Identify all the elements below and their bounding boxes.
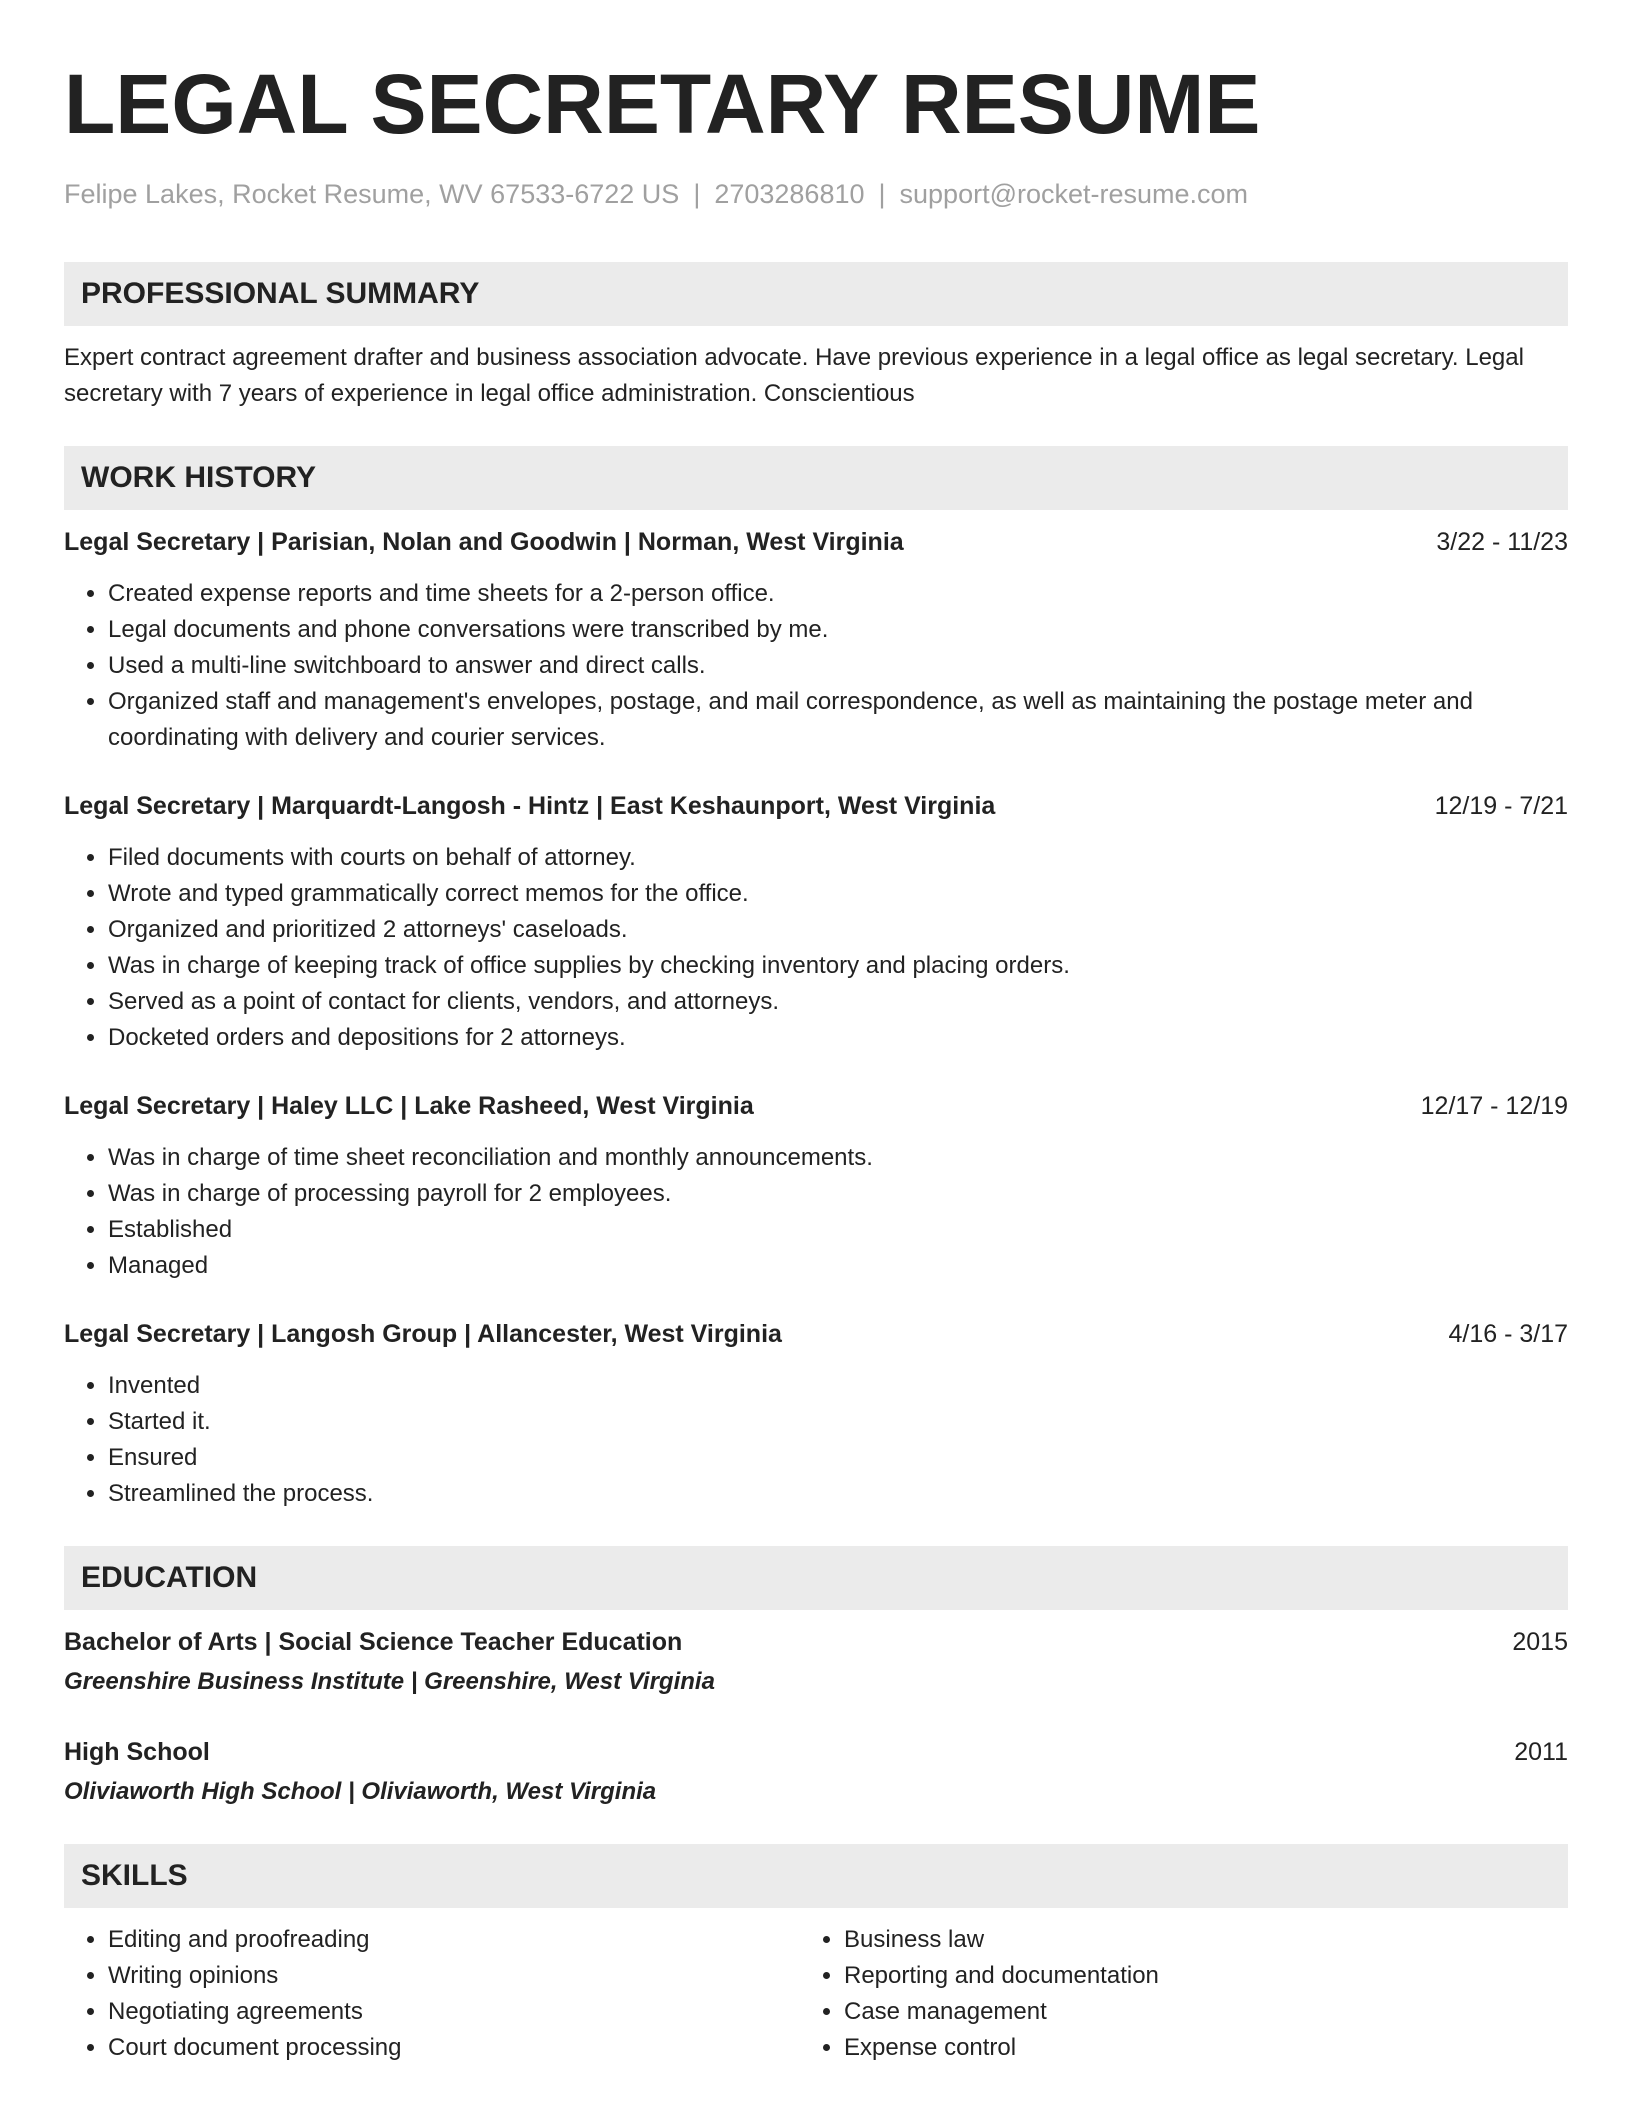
education-entry: [64, 1734, 1568, 1810]
job-title: Legal Secretary | Haley LLC | Lake Rasheed, West Virginia: [64, 1092, 754, 1120]
job-bullet: • Legal documents and phone conversations were transcribed by me.: [108, 612, 1568, 648]
skill-item: • Editing and proofreading: [108, 1922, 800, 1958]
contact-separator: |: [693, 179, 701, 209]
job-entry: [64, 1316, 1568, 1512]
education-header: [64, 1624, 1568, 1660]
job-bullet: • Invented: [108, 1368, 1568, 1404]
education-degree: High School: [64, 1738, 210, 1766]
job-bullet: • Established: [108, 1212, 1568, 1248]
section-heading-skills: SKILLS: [64, 1844, 1568, 1908]
job-bullet: • Served as a point of contact for clients, vendors, and attorneys.: [108, 984, 1568, 1020]
job-bullet: • Started it.: [108, 1404, 1568, 1440]
education-header: [64, 1734, 1568, 1770]
job-title: Legal Secretary | Marquardt-Langosh - Hintz | East Keshaunport, West Virginia: [64, 792, 996, 820]
job-bullet: • Wrote and typed grammatically correct memos for the office.: [108, 876, 1568, 912]
section-heading-education: EDUCATION: [64, 1546, 1568, 1610]
job-header: [64, 1316, 1568, 1352]
contact-address: Felipe Lakes, Rocket Resume, WV 67533-6722 US: [64, 179, 680, 209]
contact-separator: |: [878, 179, 886, 209]
education-school: Greenshire Business Institute | Greenshire, West Virginia: [64, 1668, 715, 1695]
job-bullets: [64, 840, 1568, 1056]
education-list: [64, 1624, 1568, 1810]
contact-phone: 2703286810: [714, 179, 865, 209]
job-bullet: • Created expense reports and time sheets for a 2-person office.: [108, 576, 1568, 612]
job-bullets: [64, 1368, 1568, 1512]
skill-item: • Business law: [844, 1922, 1536, 1958]
job-dates: 3/22 - 11/23: [1436, 528, 1568, 556]
resume-title: LEGAL SECRETARY RESUME: [64, 57, 1261, 151]
education-entry: [64, 1624, 1568, 1700]
job-entry: [64, 1088, 1568, 1284]
job-bullet: • Filed documents with courts on behalf of attorney.: [108, 840, 1568, 876]
job-bullets: [64, 576, 1568, 756]
job-header: [64, 524, 1568, 560]
job-dates: 4/16 - 3/17: [1448, 1320, 1568, 1348]
education-school: Oliviaworth High School | Oliviaworth, West Virginia: [64, 1778, 657, 1805]
summary-text: Expert contract agreement drafter and business association advocate. Have previous experience in a legal office as legal secretary. Legal secretary with 7 years of experience in legal office administration. Conscientious: [64, 344, 1524, 407]
section-heading-work-history: WORK HISTORY: [64, 446, 1568, 510]
job-title: Legal Secretary | Langosh Group | Allancester, West Virginia: [64, 1320, 782, 1348]
job-title: Legal Secretary | Parisian, Nolan and Goodwin | Norman, West Virginia: [64, 528, 904, 556]
job-bullet: • Organized and prioritized 2 attorneys' caseloads.: [108, 912, 1568, 948]
education-year: 2011: [1514, 1738, 1568, 1766]
skill-item: • Expense control: [844, 2030, 1536, 2066]
job-dates: 12/19 - 7/21: [1434, 792, 1568, 820]
contact-email: support@rocket-resume.com: [899, 179, 1249, 209]
education-year: 2015: [1512, 1628, 1568, 1656]
skill-item: • Negotiating agreements: [108, 1994, 800, 2030]
job-dates: 12/17 - 12/19: [1420, 1092, 1568, 1120]
job-bullet: • Organized staff and management's envelopes, postage, and mail correspondence, as well as maintaining the postage meter and coordinating with delivery and courier services.: [108, 684, 1568, 756]
job-bullet: • Was in charge of time sheet reconciliation and monthly announcements.: [108, 1140, 1568, 1176]
job-bullet: • Ensured: [108, 1440, 1568, 1476]
job-entry: [64, 788, 1568, 1056]
section-heading-summary: PROFESSIONAL SUMMARY: [64, 262, 1568, 326]
work-history-list: [64, 524, 1568, 1512]
job-bullet: • Docketed orders and depositions for 2 attorneys.: [108, 1020, 1568, 1056]
job-bullet: • Managed: [108, 1248, 1568, 1284]
skills-list-right: [800, 1922, 1536, 2066]
skill-item: • Court document processing: [108, 2030, 800, 2066]
job-header: [64, 1088, 1568, 1124]
job-bullets: [64, 1140, 1568, 1284]
skills-list-left: [64, 1922, 800, 2066]
job-bullet: • Streamlined the process.: [108, 1476, 1568, 1512]
skill-item: • Case management: [844, 1994, 1536, 2030]
job-header: [64, 788, 1568, 824]
skill-item: • Writing opinions: [108, 1958, 800, 1994]
job-bullet: • Was in charge of processing payroll for 2 employees.: [108, 1176, 1568, 1212]
skill-item: • Reporting and documentation: [844, 1958, 1536, 1994]
contact-line: [64, 176, 1568, 212]
job-entry: [64, 524, 1568, 756]
job-bullet: • Was in charge of keeping track of office supplies by checking inventory and placing orders.: [108, 948, 1568, 984]
education-degree: Bachelor of Arts | Social Science Teacher Education: [64, 1628, 683, 1656]
job-bullet: • Used a multi-line switchboard to answer and direct calls.: [108, 648, 1568, 684]
skills-grid: [64, 1922, 1568, 2066]
